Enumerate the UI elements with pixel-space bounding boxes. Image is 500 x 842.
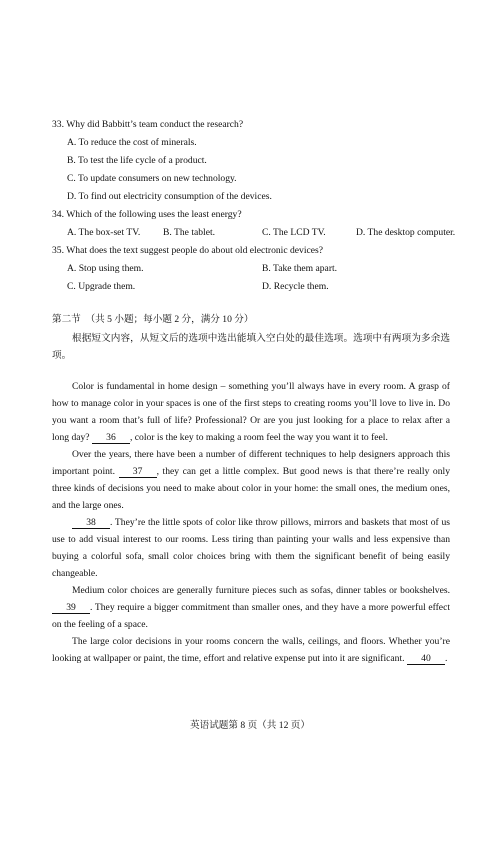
passage-paragraph-5: [52, 633, 450, 667]
question-33-option-d: D. To find out electricity consumption of the devices.: [67, 191, 272, 202]
blank-37: 37: [119, 466, 157, 478]
paragraph-text: .: [444, 653, 448, 664]
question-33-option-a: A. To reduce the cost of minerals.: [67, 137, 197, 148]
question-34-option-a: A. The box-set TV.: [67, 227, 141, 238]
paragraph-text: Color is fundamental in home design – something you’ll always have in every room. A grasp of how to manage color in your spaces is one of the first steps to creating rooms you’ll love to live in. Do you want a room that’s full of life? Professional? Or are you just looking for a place to relax after a long day?: [52, 381, 450, 443]
passage-paragraph-1: [52, 378, 450, 446]
question-34-stem: 34. Which of the following uses the least energy?: [52, 209, 242, 220]
question-34-option-c: C. The LCD TV.: [262, 227, 326, 238]
question-34-option-b: B. The tablet.: [163, 227, 216, 238]
question-33-stem: 33. Why did Babbitt’s team conduct the research?: [52, 119, 244, 130]
blank-38: 38: [72, 517, 110, 529]
question-33-option-c: C. To update consumers on new technology.: [67, 173, 237, 184]
paragraph-text: The large color decisions in your rooms concern the walls, ceilings, and floors. Whether you’re looking at wallpaper or paint, the time, effort and relative expense put into it are significant.: [52, 636, 450, 664]
reading-passage: [52, 378, 450, 667]
blank-36: 36: [92, 432, 130, 444]
paragraph-text: Medium color choices are generally furniture pieces such as sofas, dinner tables or bookshelves.: [72, 585, 450, 596]
question-35-option-d: D. Recycle them.: [262, 281, 329, 292]
paragraph-text: Over the years, there have been a number of different techniques to help designers approach this important point.: [52, 449, 450, 477]
question-35-stem: 35. What does the text suggest people do about old electronic devices?: [52, 245, 324, 256]
blank-39: 39: [52, 602, 90, 614]
passage-paragraph-4: [52, 582, 450, 633]
section-instruction: 根据短文内容，从短文后的选项中选出能填入空白处的最佳选项。选项中有两项为多余选项。: [52, 333, 450, 361]
blank-40: 40: [407, 653, 445, 665]
question-35-option-b: B. Take them apart.: [262, 263, 338, 274]
paragraph-text: . They’re the little spots of color like throw pillows, mirrors and baskets that most of us use to add visual interest to our rooms. Less tiring than painting your walls and less expensive than buying a colorful sofa, small color choices bring with them the significant benefit of being easily changeable.: [52, 517, 450, 579]
question-35-option-a: A. Stop using them.: [67, 263, 144, 274]
passage-paragraph-3: [52, 514, 450, 582]
question-33-option-b: B. To test the life cycle of a product.: [67, 155, 207, 166]
page-footer: 英语试题第 8 页（共 12 页）: [190, 720, 310, 731]
passage-paragraph-2: [52, 446, 450, 514]
paragraph-text: . They require a bigger commitment than smaller ones, and they have a more powerful effect on the feeling of a space.: [52, 602, 450, 630]
question-34-option-d: D. The desktop computer.: [356, 227, 456, 238]
paragraph-text: , they can get a little complex. But good news is that there’re really only three kinds of decisions you need to make about color in your home: the small ones, the medium ones, and the large ones.: [52, 466, 450, 511]
paragraph-text: , color is the key to making a room feel the way you want it to feel.: [129, 432, 388, 443]
section-heading: 第二节 （共 5 小题；每小题 2 分，满分 10 分）: [52, 314, 254, 325]
question-35-option-c: C. Upgrade them.: [67, 281, 136, 292]
